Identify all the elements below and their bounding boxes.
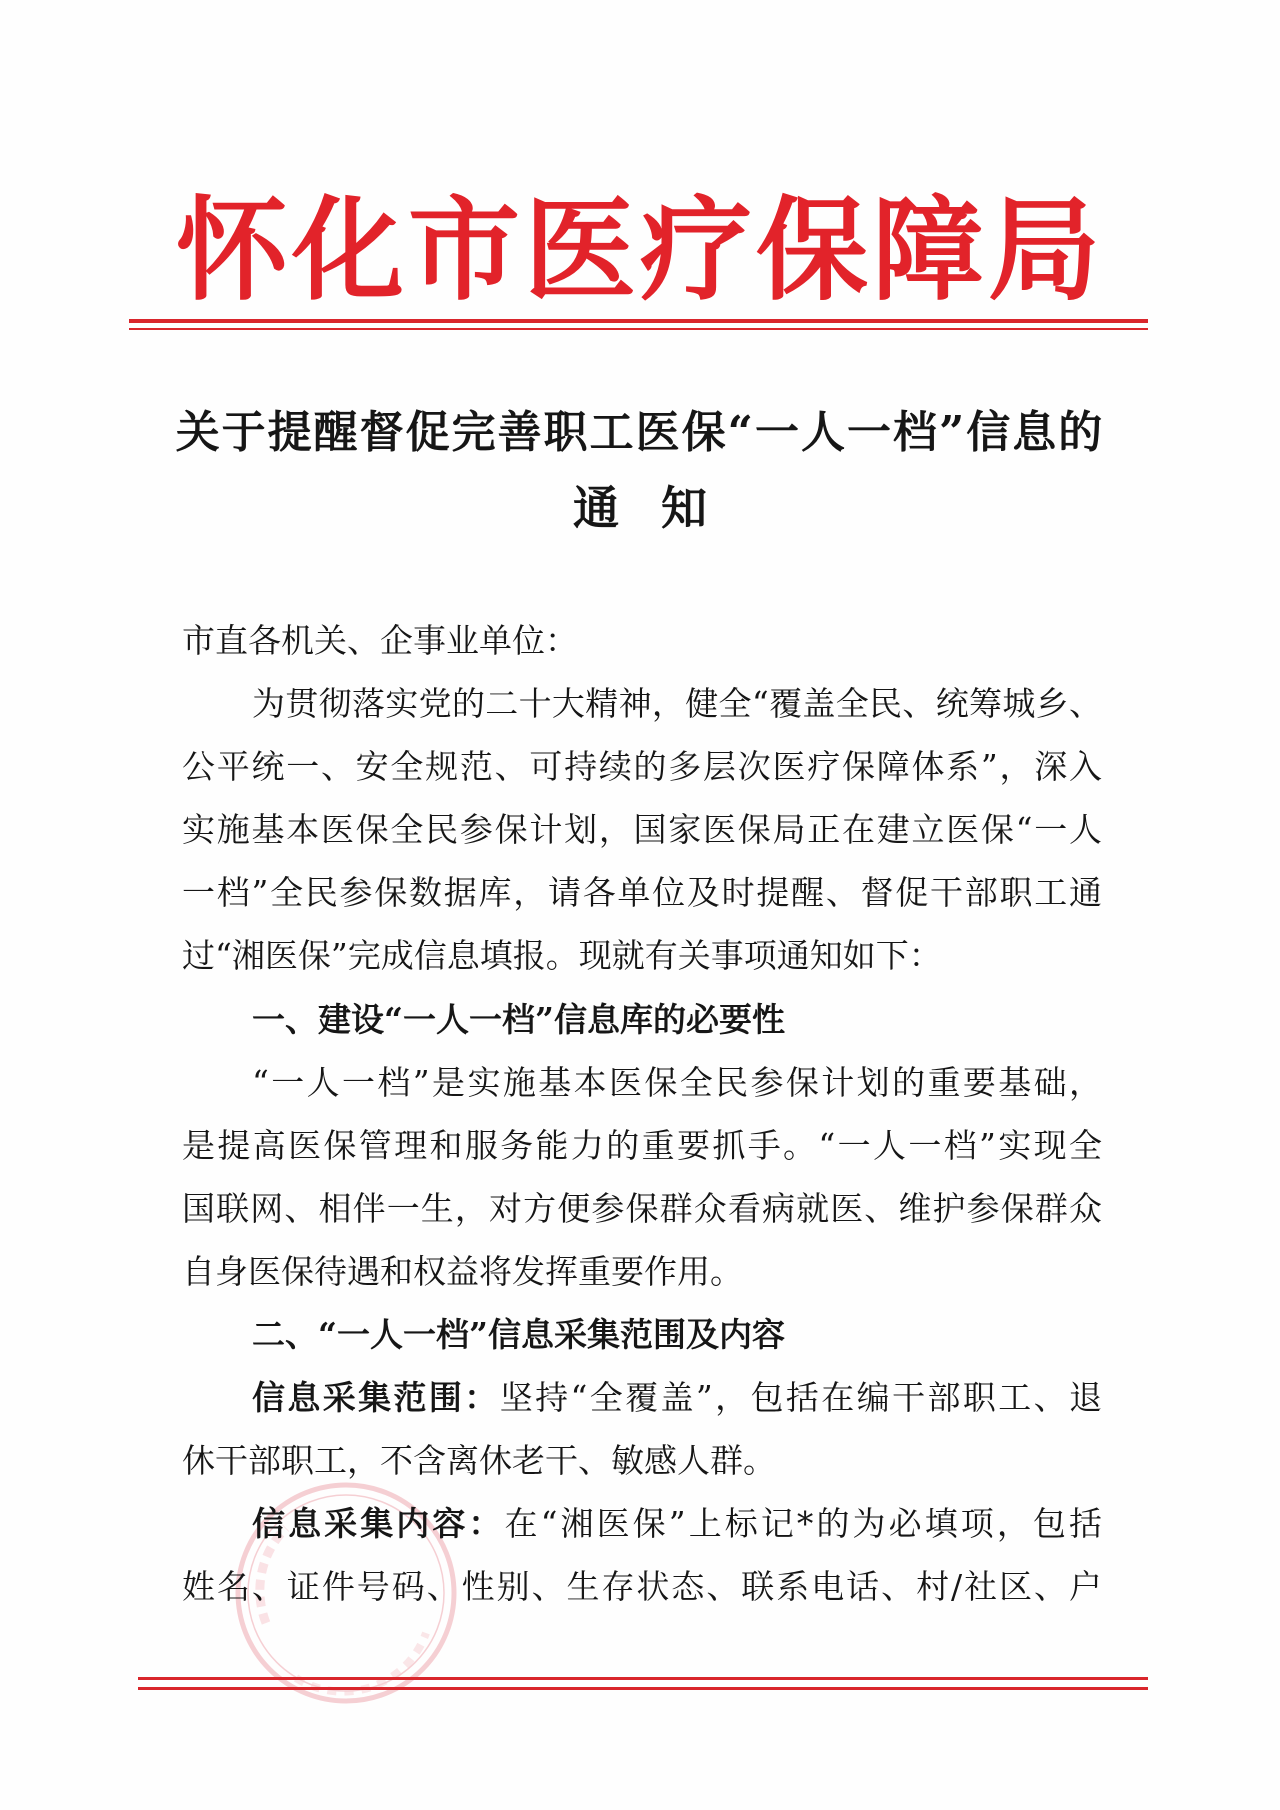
footer-rule-lower <box>138 1687 1148 1690</box>
scope-paragraph-line <box>182 1366 1102 1429</box>
agency-letterhead: 怀化市医疗保障局 <box>176 185 1104 316</box>
section1-line: 自身医保待遇和权益将发挥重要作用。 <box>182 1251 743 1291</box>
content-paragraph-line <box>182 1492 1102 1555</box>
section2-heading: 二、“一人一档”信息采集范围及内容 <box>252 1315 785 1355</box>
intro-line: 一档”全民参保数据库，请各单位及时提醒、督促干部职工通 <box>182 873 1102 913</box>
content-text: 姓名、证件号码、性别、生存状态、联系电话、村/社区、户 <box>182 1567 1102 1607</box>
section1-line: 国联网、相伴一生，对方便参保群众看病就医、维护参保群众 <box>182 1188 1102 1228</box>
intro-line: 为贯彻落实党的二十大精神，健全“覆盖全民、统筹城乡、 <box>252 684 1102 724</box>
content-text: 在“湘医保”上标记*的为必填项，包括 <box>504 1504 1102 1544</box>
intro-line: 实施基本医保全民参保计划，国家医保局正在建立医保“一人 <box>182 810 1102 850</box>
content-label: 信息采集内容： <box>252 1504 505 1544</box>
section1-heading: 一、建设“一人一档”信息库的必要性 <box>252 999 785 1039</box>
letterhead-rule-thin <box>129 328 1148 330</box>
section1-line: 是提高医保管理和服务能力的重要抓手。“一人一档”实现全 <box>182 1125 1102 1165</box>
letterhead-rule-thick <box>129 319 1148 323</box>
salutation: 市直各机关、企事业单位： <box>182 621 578 660</box>
intro-line: 过“湘医保”完成信息填报。现就有关事项通知如下： <box>182 936 942 976</box>
footer-rule-upper <box>138 1677 1148 1680</box>
notice-body <box>182 609 1102 1619</box>
scope-label: 信息采集范围： <box>252 1378 500 1418</box>
scope-text: 休干部职工，不含离休老干、敏感人群。 <box>182 1441 776 1481</box>
scope-text: 坚持“全覆盖”，包括在编干部职工、退 <box>499 1378 1102 1418</box>
notice-title-line2: 通知 <box>573 481 749 535</box>
intro-line: 公平统一、安全规范、可持续的多层次医疗保障体系”，深入 <box>182 747 1102 787</box>
section1-line: “一人一档”是实施基本医保全民参保计划的重要基础， <box>252 1062 1102 1102</box>
notice-title-line1: 关于提醒督促完善职工医保“一人一档”信息的 <box>175 407 1105 458</box>
